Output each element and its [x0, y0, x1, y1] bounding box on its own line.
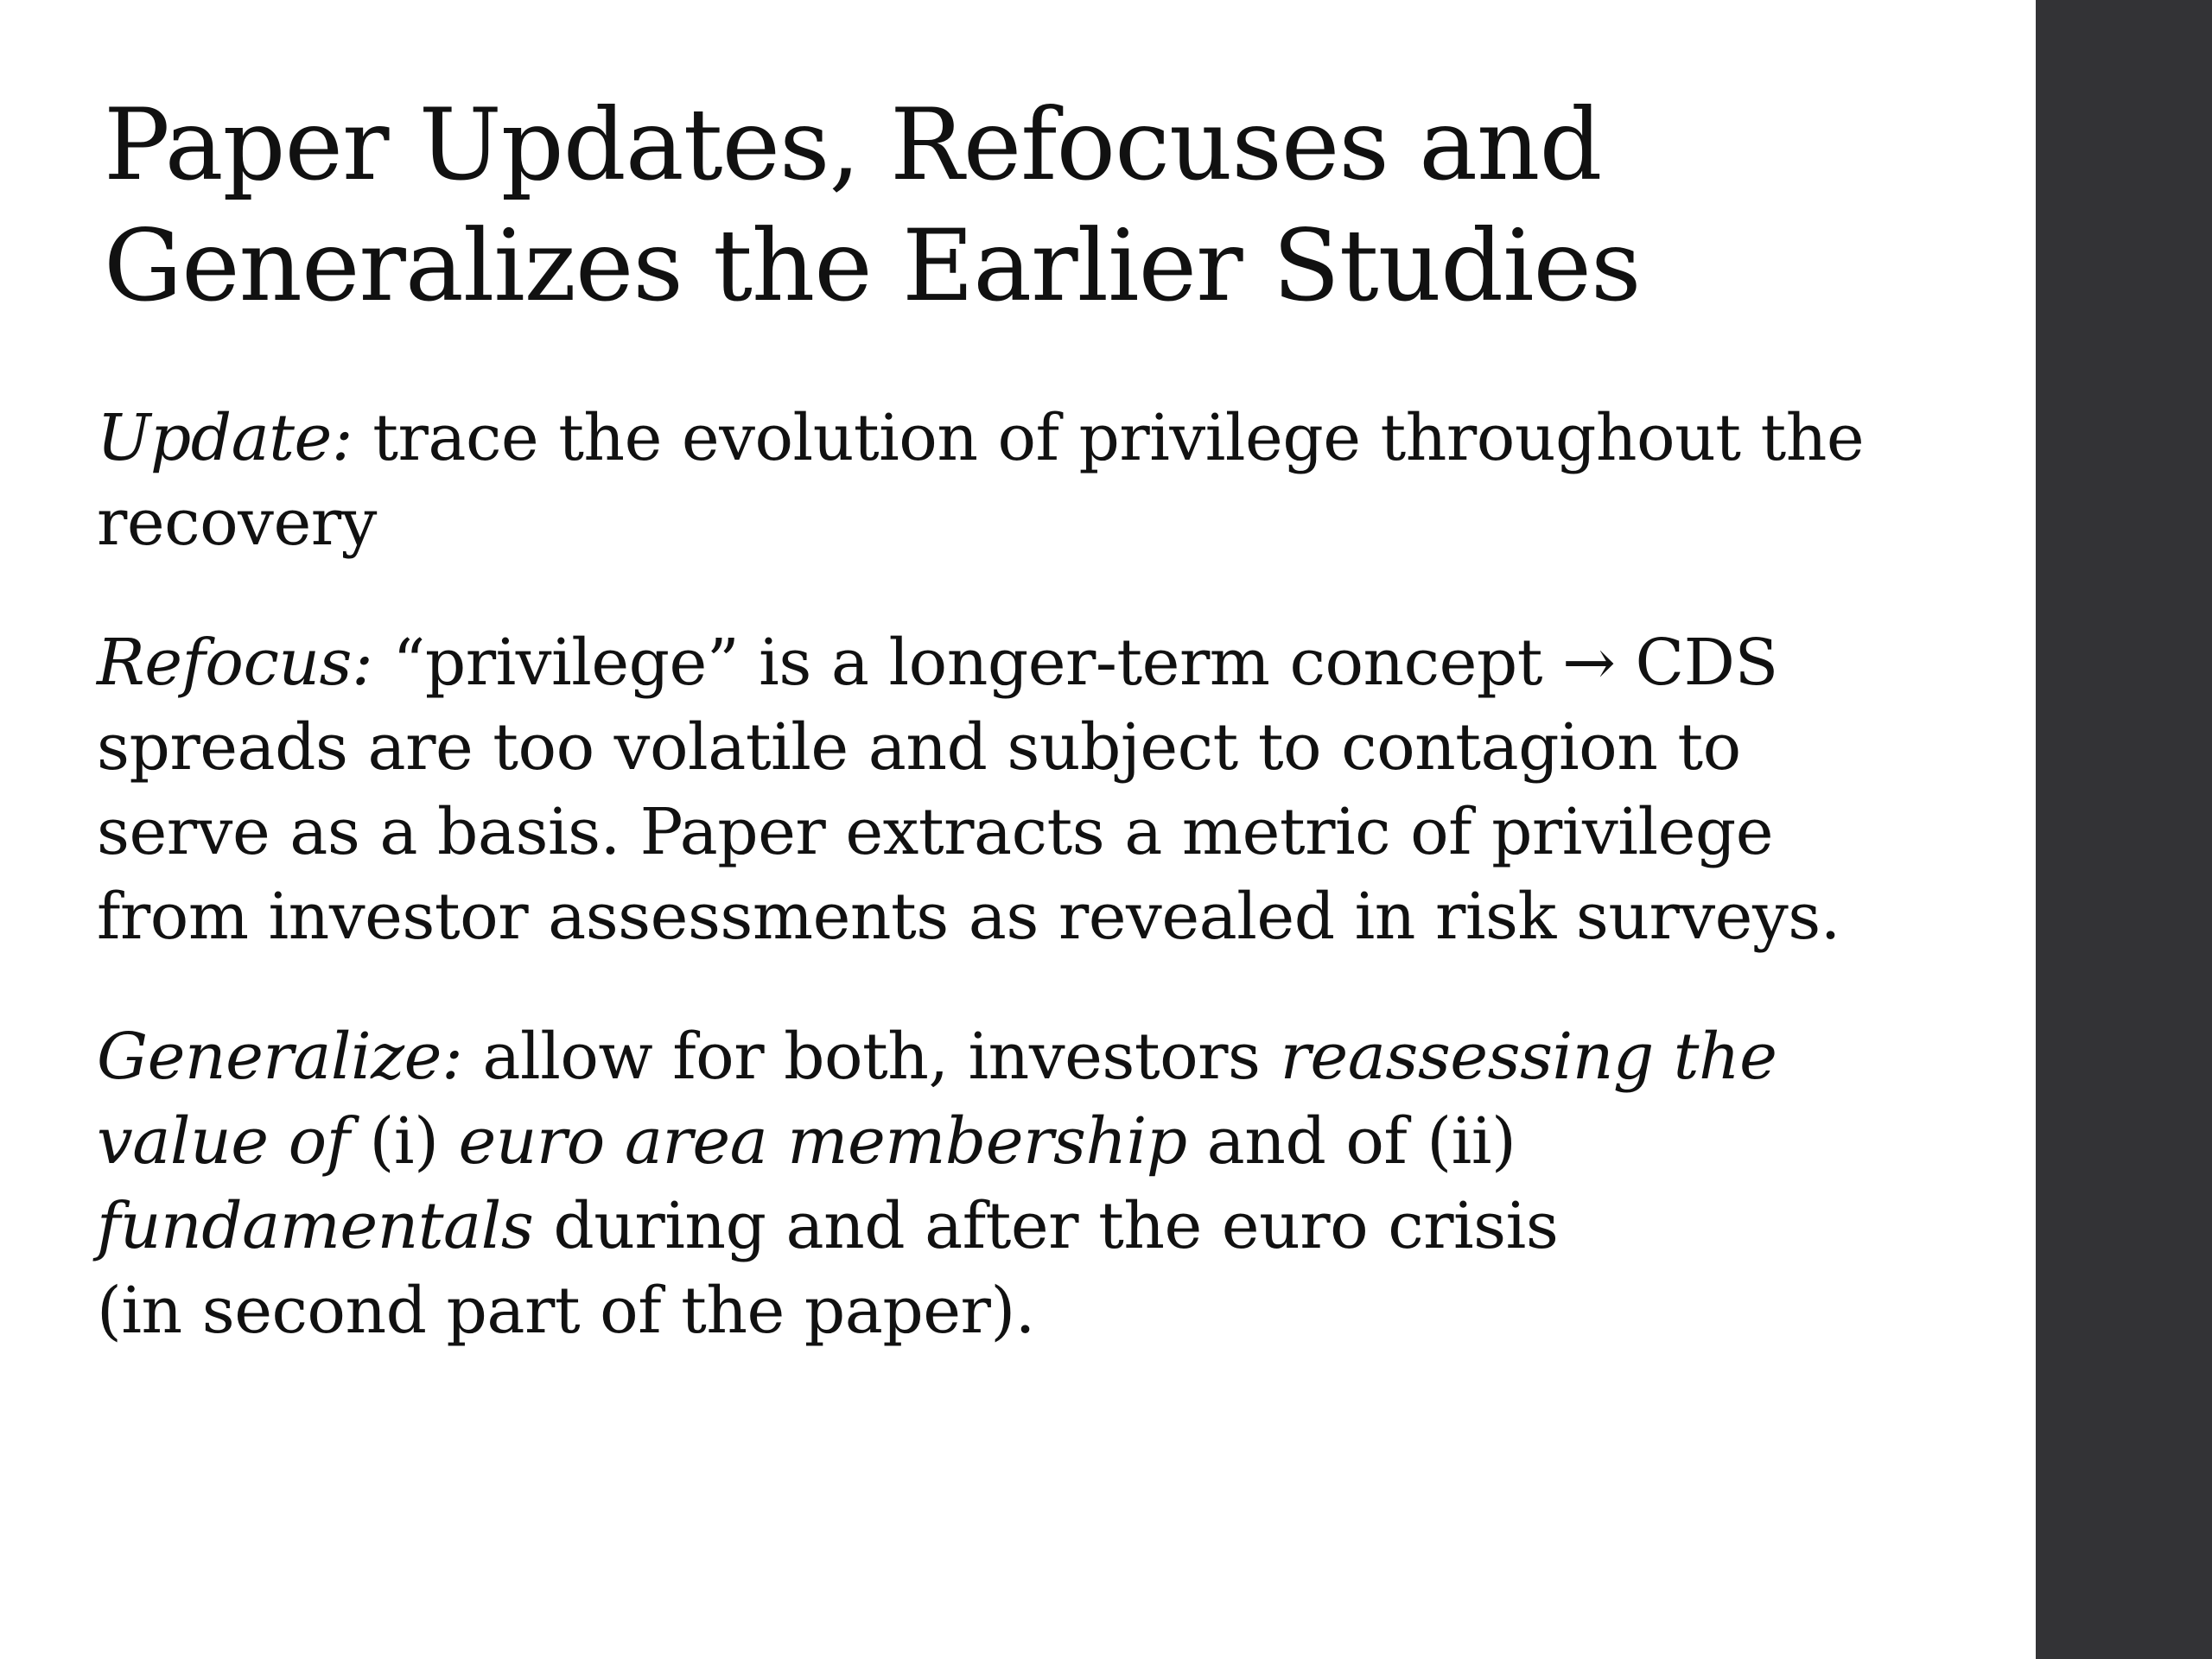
generalize-italic-3: fundamentals: [97, 1189, 534, 1263]
slide-body: [97, 396, 1980, 1353]
generalize-text-3: during and after the euro crisis: [533, 1189, 1559, 1263]
update-line-1: [97, 396, 1980, 480]
refocus-text-1: “privilege” is a longer-term concept → CDS: [372, 626, 1778, 700]
update-line-2: recovery: [97, 486, 377, 560]
generalize-italic-1: reassessing the: [1280, 1020, 1777, 1094]
refocus-line-1: [97, 620, 1980, 705]
refocus-line-2: spreads are too volatile and subject to contagion to: [97, 710, 1741, 785]
generalize-line-1: [97, 1014, 1980, 1099]
generalize-text-2a: (i): [369, 1104, 459, 1179]
generalize-italic-2b: euro area membership: [458, 1104, 1187, 1179]
refocus-paragraph: [97, 620, 1980, 959]
update-label: Update:: [97, 401, 353, 475]
update-text-1: trace the evolution of privilege throughout the: [353, 401, 1865, 475]
refocus-line-4: from investor assessments as revealed in risk surveys.: [97, 880, 1840, 954]
refocus-label: Refocus:: [97, 626, 373, 700]
generalize-text-2c: and of (ii): [1186, 1104, 1516, 1179]
generalize-line-3: [97, 1184, 1980, 1268]
generalize-paragraph: [97, 1014, 1980, 1353]
right-sidebar-bar: [2036, 0, 2212, 1659]
generalize-text-1: allow for both, investors: [462, 1020, 1281, 1094]
generalize-label: Generalize:: [97, 1020, 463, 1094]
generalize-italic-2: value of: [97, 1104, 370, 1179]
refocus-line-3: serve as a basis. Paper extracts a metric of privilege: [97, 795, 1774, 869]
title-line-1: Paper Updates, Refocuses and: [104, 87, 1602, 202]
update-paragraph: [97, 396, 1980, 565]
generalize-line-4: (in second part of the paper).: [97, 1274, 1035, 1348]
slide-title: [104, 85, 1961, 327]
generalize-line-2: [97, 1099, 1980, 1184]
title-line-2: Generalizes the Earlier Studies: [104, 208, 1641, 323]
